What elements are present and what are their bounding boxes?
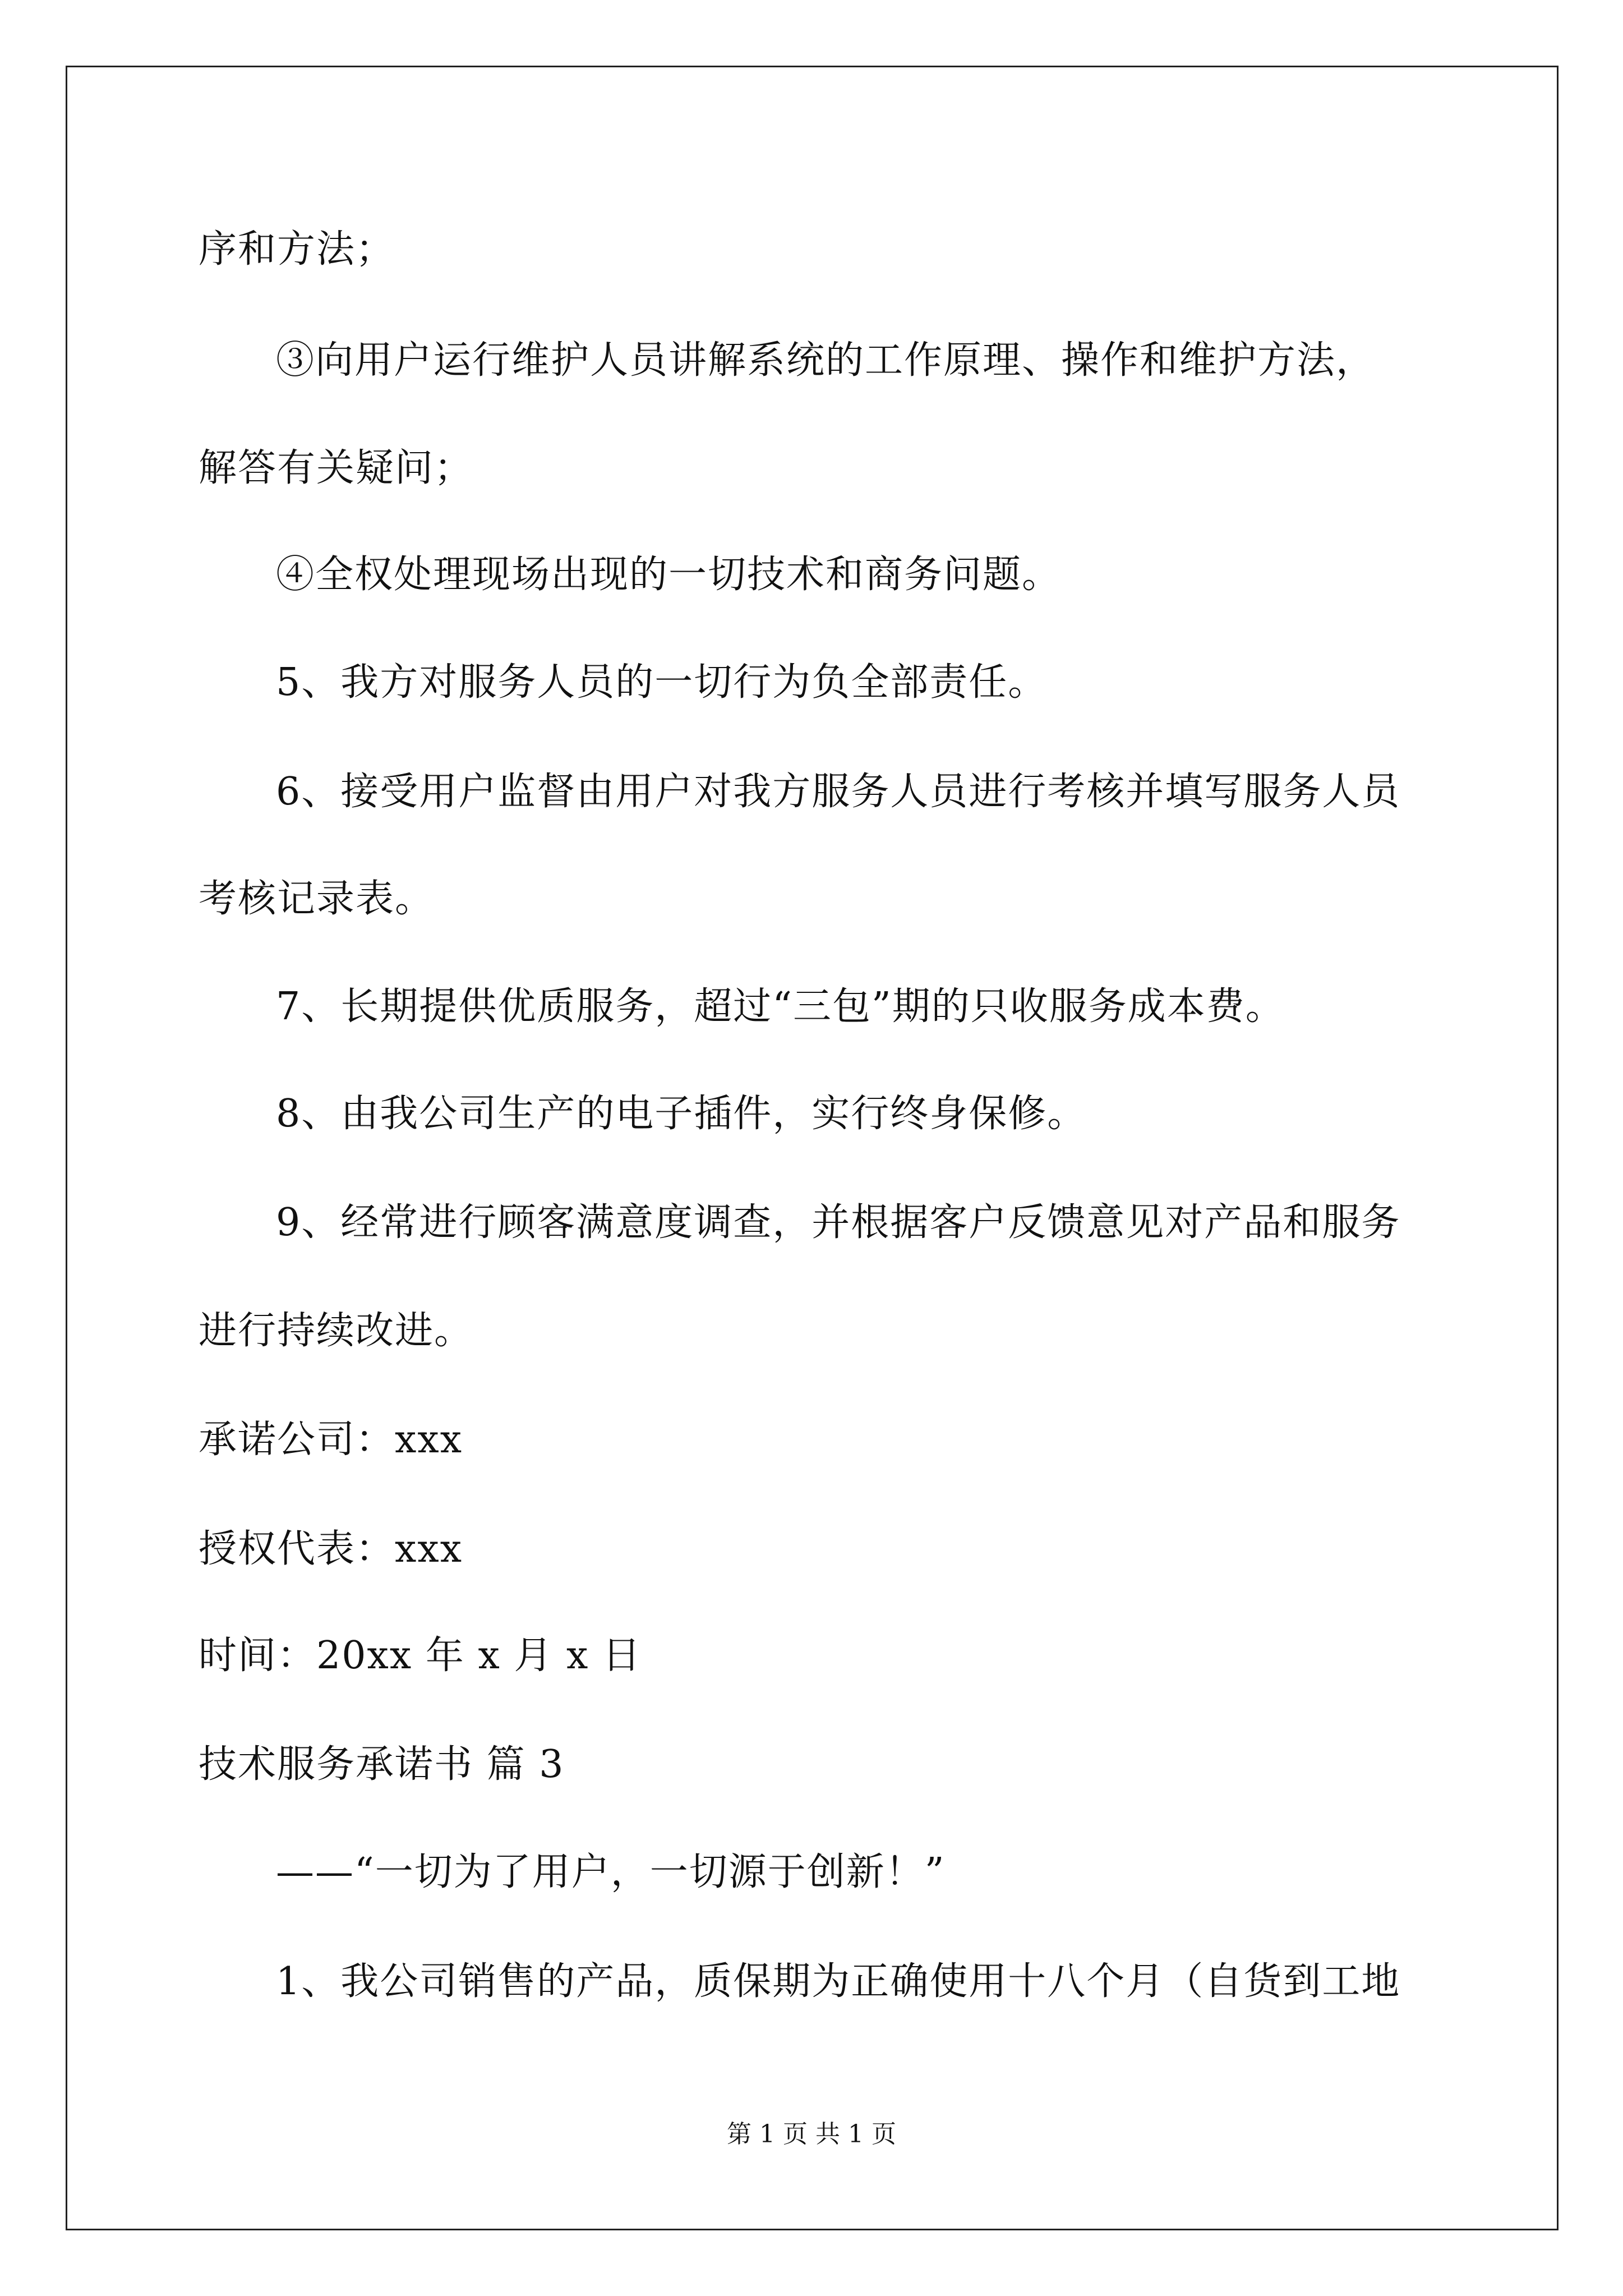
text-line-11: 进行持续改进。: [199, 1309, 474, 1353]
text-line-3: 解答有关疑问；: [199, 446, 474, 490]
text-line-4: ④全权处理现场出现的一切技术和商务问题。: [276, 553, 1062, 597]
text-line-6: 6、接受用户监督由用户对我方服务人员进行考核并填写服务人员: [276, 770, 1401, 814]
text-line-2: ③向用户运行维护人员讲解系统的工作原理、操作和维护方法，: [276, 338, 1376, 383]
text-line-7: 考核记录表。: [199, 877, 435, 921]
text-line-1: 序和方法；: [199, 227, 395, 272]
text-line-9: 8、由我公司生产的电子插件，实行终身保修。: [276, 1092, 1087, 1136]
page-footer: 第 1 页 共 1 页: [727, 2120, 896, 2148]
text-line-10: 9、经常进行顾客满意度调查，并根据客户反馈意见对产品和服务: [276, 1200, 1401, 1245]
text-line-17: 1、我公司销售的产品，质保期为正确使用十八个月（自货到工地: [276, 1959, 1401, 2004]
text-line-5: 5、我方对服务人员的一切行为负全部责任。: [276, 660, 1048, 705]
section-heading: 技术服务承诺书 篇 3: [199, 1742, 565, 1787]
text-line-8: 7、长期提供优质服务，超过“三包”期的只收服务成本费。: [276, 984, 1285, 1029]
signature-company: 承诺公司：xxx: [199, 1418, 463, 1462]
slogan-line: ——“一切为了用户，一切源于创新！”: [276, 1850, 946, 1894]
signature-date: 时间：20xx 年 x 月 x 日: [199, 1634, 642, 1678]
page-frame: [66, 66, 1559, 2230]
signature-representative: 授权代表：xxx: [199, 1527, 463, 1571]
